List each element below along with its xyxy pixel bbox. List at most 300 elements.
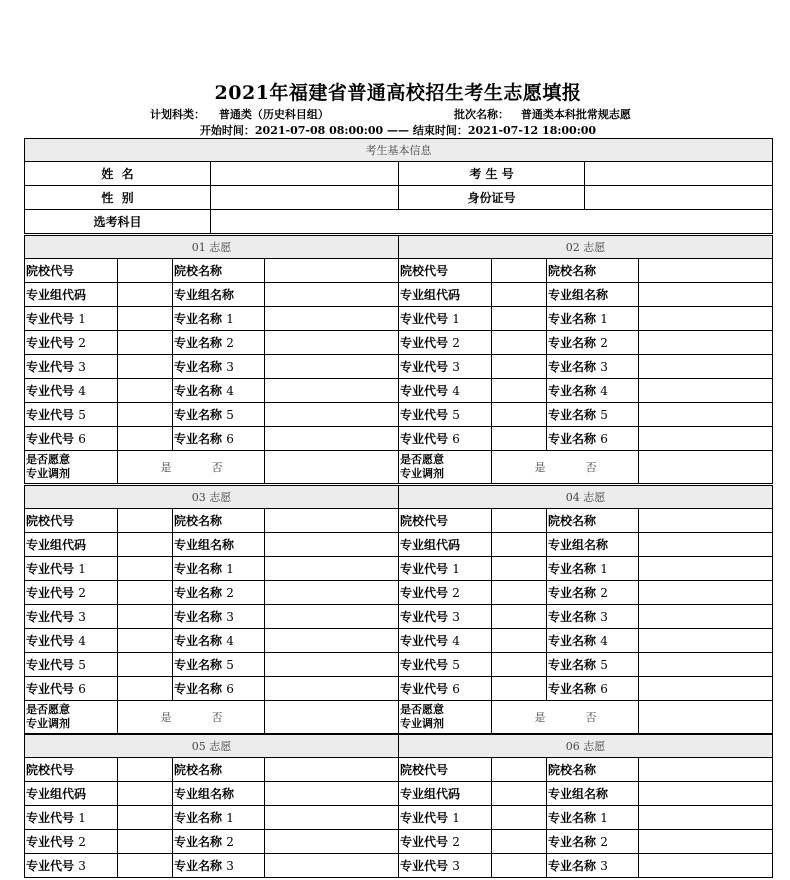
major-code-input[interactable]: [492, 355, 547, 379]
major-name-input[interactable]: [265, 307, 399, 331]
group-name-label: 专业组名称: [547, 533, 639, 557]
major-code-input[interactable]: [118, 677, 173, 701]
college-name-label: 院校名称: [173, 509, 265, 533]
name-input[interactable]: [211, 162, 399, 186]
group-code-label: 专业组代码: [399, 782, 492, 806]
major-name-input[interactable]: [265, 830, 399, 854]
major-index: 3: [600, 610, 608, 624]
major-index: 2: [78, 586, 86, 600]
major-code-input[interactable]: [118, 629, 173, 653]
major-name-input[interactable]: [639, 557, 773, 581]
major-code-prefix: 专业代号: [400, 360, 449, 374]
major-name-input[interactable]: [639, 355, 773, 379]
group-name-input[interactable]: [265, 283, 399, 307]
major-index: 2: [452, 336, 460, 350]
major-name-label: [547, 427, 639, 451]
page-title: 2021年福建省普通高校招生考生志愿填报: [214, 82, 582, 104]
major-code-label: [399, 806, 492, 830]
major-code-prefix: 专业代号: [26, 562, 75, 576]
major-code-input[interactable]: [118, 653, 173, 677]
major-index: 3: [78, 859, 86, 873]
adjust-label-line1: 是否愿意: [26, 703, 70, 716]
major-name-input[interactable]: [639, 854, 773, 878]
wish-header: 05 志愿: [25, 735, 399, 758]
major-index: 2: [78, 336, 86, 350]
major-name-input[interactable]: [639, 605, 773, 629]
major-code-label: [25, 403, 118, 427]
college-code-input[interactable]: [118, 509, 173, 533]
adjust-yes-option[interactable]: 是: [160, 461, 172, 474]
group-name-label: 专业组名称: [173, 283, 265, 307]
adjust-label-line1: 是否愿意: [400, 453, 444, 466]
major-name-label: [173, 605, 265, 629]
major-code-input[interactable]: [118, 331, 173, 355]
group-code-label: 专业组代码: [25, 782, 118, 806]
major-code-prefix: 专业代号: [400, 562, 449, 576]
major-name-label: [547, 653, 639, 677]
major-name-label: [173, 403, 265, 427]
major-code-label: [399, 307, 492, 331]
major-code-label: [399, 605, 492, 629]
gender-label: 性 别: [25, 186, 211, 210]
major-index: 3: [78, 610, 86, 624]
group-code-label: 专业组代码: [25, 533, 118, 557]
elective-subjects-input[interactable]: [211, 210, 773, 234]
major-code-input[interactable]: [118, 806, 173, 830]
college-code-input[interactable]: [492, 509, 547, 533]
major-code-prefix: 专业代号: [26, 634, 75, 648]
major-name-prefix: 专业名称: [174, 859, 223, 873]
major-code-label: [25, 355, 118, 379]
major-name-input[interactable]: [265, 403, 399, 427]
major-index: 5: [78, 658, 86, 672]
major-name-input[interactable]: [265, 854, 399, 878]
major-code-input[interactable]: [118, 581, 173, 605]
major-name-label: [173, 677, 265, 701]
major-name-label: [547, 677, 639, 701]
college-code-label: 院校代号: [25, 259, 118, 283]
major-name-input[interactable]: [265, 355, 399, 379]
major-code-prefix: 专业代号: [26, 682, 75, 696]
major-code-input[interactable]: [118, 830, 173, 854]
major-code-label: [399, 331, 492, 355]
major-code-label: [25, 653, 118, 677]
major-index: 4: [600, 384, 608, 398]
college-code-label: 院校代号: [25, 509, 118, 533]
major-name-label: [547, 830, 639, 854]
major-code-prefix: 专业代号: [400, 811, 449, 825]
plan-type-value: 普通类（历史科目组）: [218, 108, 329, 121]
major-name-input[interactable]: [639, 307, 773, 331]
major-code-input[interactable]: [492, 307, 547, 331]
major-code-prefix: 专业代号: [400, 634, 449, 648]
major-code-prefix: 专业代号: [400, 835, 449, 849]
major-name-label: [173, 653, 265, 677]
wish-header: 01 志愿: [25, 236, 399, 259]
major-name-input[interactable]: [639, 581, 773, 605]
plan-type-label: 计划科类：: [150, 108, 205, 121]
adjust-label: [399, 451, 492, 484]
major-name-label: [547, 355, 639, 379]
adjust-yes-option[interactable]: 是: [534, 711, 546, 724]
major-name-prefix: 专业名称: [174, 811, 223, 825]
adjust-label-line2: 专业调剂: [400, 717, 444, 730]
major-name-input[interactable]: [639, 629, 773, 653]
major-name-prefix: 专业名称: [174, 634, 223, 648]
major-index: 3: [600, 859, 608, 873]
major-name-input[interactable]: [639, 830, 773, 854]
major-code-input[interactable]: [118, 307, 173, 331]
adjust-label: [25, 451, 118, 484]
major-name-input[interactable]: [639, 677, 773, 701]
major-name-prefix: 专业名称: [174, 360, 223, 374]
major-name-label: [173, 629, 265, 653]
major-code-prefix: 专业代号: [26, 312, 75, 326]
major-index: 2: [452, 586, 460, 600]
wish-header: 03 志愿: [25, 486, 399, 509]
major-name-input[interactable]: [639, 427, 773, 451]
major-code-input[interactable]: [118, 605, 173, 629]
major-name-input[interactable]: [265, 557, 399, 581]
group-code-input[interactable]: [492, 782, 547, 806]
major-code-prefix: 专业代号: [26, 336, 75, 350]
major-code-prefix: 专业代号: [26, 586, 75, 600]
major-code-input[interactable]: [492, 605, 547, 629]
major-name-prefix: 专业名称: [548, 312, 597, 326]
major-index: 4: [452, 634, 460, 648]
major-index: 2: [600, 336, 608, 350]
major-name-label: [173, 379, 265, 403]
major-name-prefix: 专业名称: [548, 384, 597, 398]
major-code-prefix: 专业代号: [26, 432, 75, 446]
major-code-input[interactable]: [492, 653, 547, 677]
major-index: 6: [452, 682, 460, 696]
major-name-prefix: 专业名称: [174, 312, 223, 326]
major-code-prefix: 专业代号: [400, 859, 449, 873]
group-name-input[interactable]: [639, 283, 773, 307]
group-name-input[interactable]: [265, 782, 399, 806]
group-code-input[interactable]: [492, 533, 547, 557]
major-code-input[interactable]: [492, 403, 547, 427]
major-code-prefix: 专业代号: [26, 811, 75, 825]
end-time-label: 结束时间：: [412, 124, 468, 137]
adjust-label-line2: 专业调剂: [26, 467, 70, 480]
major-index: 1: [226, 562, 234, 576]
major-code-label: [399, 653, 492, 677]
college-name-label: 院校名称: [547, 259, 639, 283]
major-code-input[interactable]: [118, 379, 173, 403]
adjust-label: [399, 701, 492, 734]
wish-header: 04 志愿: [399, 486, 773, 509]
major-code-label: [25, 605, 118, 629]
basic-info-table: [24, 138, 773, 234]
major-code-input[interactable]: [492, 427, 547, 451]
major-code-input[interactable]: [118, 427, 173, 451]
major-code-input[interactable]: [118, 403, 173, 427]
major-name-prefix: 专业名称: [548, 562, 597, 576]
major-code-label: [25, 854, 118, 878]
major-name-label: [173, 331, 265, 355]
major-code-input[interactable]: [118, 355, 173, 379]
name-label: 姓 名: [25, 162, 211, 186]
major-code-prefix: 专业代号: [400, 312, 449, 326]
group-code-label: 专业组代码: [399, 283, 492, 307]
major-name-input[interactable]: [265, 331, 399, 355]
college-name-input[interactable]: [265, 758, 399, 782]
major-name-input[interactable]: [265, 605, 399, 629]
major-code-label: [25, 557, 118, 581]
major-index: 4: [452, 384, 460, 398]
major-name-prefix: 专业名称: [174, 562, 223, 576]
wish-table-3: [24, 485, 399, 734]
college-code-input[interactable]: [492, 758, 547, 782]
major-name-label: [547, 806, 639, 830]
adjust-yes-option[interactable]: 是: [160, 711, 172, 724]
major-index: 5: [78, 408, 86, 422]
major-name-input[interactable]: [639, 331, 773, 355]
major-code-input[interactable]: [492, 806, 547, 830]
group-code-label: 专业组代码: [25, 283, 118, 307]
major-code-label: [25, 581, 118, 605]
adjust-options: [492, 451, 639, 484]
adjust-no-option[interactable]: 否: [211, 711, 223, 724]
major-index: 1: [226, 312, 234, 326]
major-code-input[interactable]: [492, 854, 547, 878]
major-name-label: [547, 629, 639, 653]
major-name-prefix: 专业名称: [548, 360, 597, 374]
major-name-input[interactable]: [639, 379, 773, 403]
major-name-prefix: 专业名称: [548, 336, 597, 350]
major-name-input[interactable]: [265, 806, 399, 830]
major-name-prefix: 专业名称: [174, 408, 223, 422]
major-index: 5: [600, 408, 608, 422]
adjust-yes-option[interactable]: 是: [534, 461, 546, 474]
major-index: 1: [600, 312, 608, 326]
major-name-label: [173, 355, 265, 379]
major-code-prefix: 专业代号: [26, 384, 75, 398]
major-name-input[interactable]: [265, 677, 399, 701]
group-code-input[interactable]: [118, 283, 173, 307]
major-code-label: [399, 427, 492, 451]
major-index: 3: [78, 360, 86, 374]
college-name-input[interactable]: [265, 259, 399, 283]
major-index: 4: [226, 384, 234, 398]
major-index: 6: [226, 432, 234, 446]
major-name-prefix: 专业名称: [548, 586, 597, 600]
batch-name-value: 普通类本科批常规志愿: [520, 108, 631, 121]
major-code-input[interactable]: [492, 830, 547, 854]
major-index: 3: [452, 360, 460, 374]
group-name-input[interactable]: [265, 533, 399, 557]
major-index: 2: [226, 336, 234, 350]
exam-number-input[interactable]: [585, 162, 773, 186]
major-code-input[interactable]: [492, 379, 547, 403]
major-code-label: [25, 307, 118, 331]
major-name-label: [173, 854, 265, 878]
major-index: 4: [78, 634, 86, 648]
major-code-label: [399, 677, 492, 701]
major-name-prefix: 专业名称: [548, 682, 597, 696]
batch-name: [454, 106, 631, 122]
major-name-input[interactable]: [265, 427, 399, 451]
major-index: 1: [600, 562, 608, 576]
major-index: 4: [600, 634, 608, 648]
major-name-input[interactable]: [639, 403, 773, 427]
plan-type: [150, 106, 329, 122]
adjust-label-line1: 是否愿意: [26, 453, 70, 466]
group-name-label: 专业组名称: [173, 533, 265, 557]
major-name-prefix: 专业名称: [174, 336, 223, 350]
major-index: 1: [78, 312, 86, 326]
major-code-prefix: 专业代号: [400, 432, 449, 446]
major-code-input[interactable]: [492, 629, 547, 653]
major-name-prefix: 专业名称: [548, 408, 597, 422]
adjust-spacer: [265, 451, 399, 484]
major-index: 6: [600, 682, 608, 696]
major-index: 6: [78, 682, 86, 696]
major-index: 2: [78, 835, 86, 849]
major-name-input[interactable]: [265, 581, 399, 605]
college-code-label: 院校代号: [399, 758, 492, 782]
major-name-label: [173, 557, 265, 581]
major-index: 3: [226, 610, 234, 624]
major-index: 1: [452, 562, 460, 576]
wish-header: 06 志愿: [399, 735, 773, 758]
major-index: 5: [600, 658, 608, 672]
major-code-prefix: 专业代号: [26, 610, 75, 624]
major-code-label: [25, 806, 118, 830]
major-index: 1: [78, 811, 86, 825]
major-index: 6: [600, 432, 608, 446]
adjust-options: [118, 451, 265, 484]
major-index: 2: [600, 835, 608, 849]
major-name-prefix: 专业名称: [548, 634, 597, 648]
college-name-input[interactable]: [639, 758, 773, 782]
adjust-spacer: [639, 451, 773, 484]
adjust-spacer: [639, 701, 773, 734]
major-index: 6: [78, 432, 86, 446]
major-name-label: [547, 605, 639, 629]
major-code-label: [399, 629, 492, 653]
major-index: 3: [600, 360, 608, 374]
major-index: 3: [452, 859, 460, 873]
group-name-label: 专业组名称: [173, 782, 265, 806]
wish-table-4: [398, 485, 773, 734]
major-code-prefix: 专业代号: [400, 384, 449, 398]
college-name-label: 院校名称: [547, 758, 639, 782]
major-name-prefix: 专业名称: [174, 384, 223, 398]
major-index: 3: [452, 610, 460, 624]
major-code-label: [399, 830, 492, 854]
group-code-input[interactable]: [492, 283, 547, 307]
college-name-label: 院校名称: [173, 758, 265, 782]
major-name-prefix: 专业名称: [548, 432, 597, 446]
major-name-prefix: 专业名称: [548, 811, 597, 825]
adjust-label-line2: 专业调剂: [400, 467, 444, 480]
major-index: 4: [226, 634, 234, 648]
gender-input[interactable]: [211, 186, 399, 210]
major-name-input[interactable]: [265, 653, 399, 677]
group-name-input[interactable]: [639, 533, 773, 557]
adjust-label-line1: 是否愿意: [400, 703, 444, 716]
major-name-label: [547, 379, 639, 403]
group-code-input[interactable]: [118, 782, 173, 806]
major-name-label: [173, 307, 265, 331]
college-name-input[interactable]: [265, 509, 399, 533]
college-code-label: 院校代号: [25, 758, 118, 782]
major-index: 4: [78, 384, 86, 398]
major-code-label: [25, 427, 118, 451]
major-name-label: [547, 581, 639, 605]
college-code-input[interactable]: [492, 259, 547, 283]
major-code-input[interactable]: [118, 557, 173, 581]
group-name-label: 专业组名称: [547, 782, 639, 806]
college-code-label: 院校代号: [399, 509, 492, 533]
major-code-label: [399, 379, 492, 403]
college-name-label: 院校名称: [547, 509, 639, 533]
major-code-input[interactable]: [118, 854, 173, 878]
major-name-label: [173, 581, 265, 605]
major-index: 6: [226, 682, 234, 696]
group-code-input[interactable]: [118, 533, 173, 557]
adjust-no-option[interactable]: 否: [585, 461, 597, 474]
major-name-input[interactable]: [639, 806, 773, 830]
major-code-input[interactable]: [492, 581, 547, 605]
major-code-prefix: 专业代号: [400, 658, 449, 672]
major-code-input[interactable]: [492, 677, 547, 701]
major-name-prefix: 专业名称: [174, 610, 223, 624]
major-index: 5: [226, 408, 234, 422]
start-time-value: 2021-07-08 08:00:00: [254, 124, 384, 137]
major-code-input[interactable]: [492, 331, 547, 355]
major-code-label: [399, 581, 492, 605]
college-code-input[interactable]: [118, 758, 173, 782]
basic-info-header: 考生基本信息: [25, 139, 773, 162]
major-code-label: [399, 355, 492, 379]
major-index: 3: [226, 360, 234, 374]
major-code-input[interactable]: [492, 557, 547, 581]
major-code-label: [25, 677, 118, 701]
adjust-label-line2: 专业调剂: [26, 717, 70, 730]
major-name-prefix: 专业名称: [174, 432, 223, 446]
major-name-prefix: 专业名称: [548, 859, 597, 873]
major-code-prefix: 专业代号: [26, 360, 75, 374]
college-code-input[interactable]: [118, 259, 173, 283]
adjust-label: [25, 701, 118, 734]
major-name-prefix: 专业名称: [174, 835, 223, 849]
major-name-input[interactable]: [265, 379, 399, 403]
major-name-label: [547, 557, 639, 581]
major-index: 2: [226, 586, 234, 600]
wish-header: 02 志愿: [399, 236, 773, 259]
major-name-label: [547, 403, 639, 427]
college-name-input[interactable]: [639, 509, 773, 533]
adjust-no-option[interactable]: 否: [211, 461, 223, 474]
college-name-input[interactable]: [639, 259, 773, 283]
id-number-input[interactable]: [585, 186, 773, 210]
major-name-prefix: 专业名称: [174, 586, 223, 600]
major-index: 1: [452, 811, 460, 825]
adjust-no-option[interactable]: 否: [585, 711, 597, 724]
major-name-input[interactable]: [639, 653, 773, 677]
major-name-label: [547, 307, 639, 331]
major-name-label: [547, 854, 639, 878]
college-name-label: 院校名称: [173, 259, 265, 283]
group-name-input[interactable]: [639, 782, 773, 806]
major-name-label: [173, 806, 265, 830]
major-code-prefix: 专业代号: [400, 408, 449, 422]
major-name-input[interactable]: [265, 629, 399, 653]
